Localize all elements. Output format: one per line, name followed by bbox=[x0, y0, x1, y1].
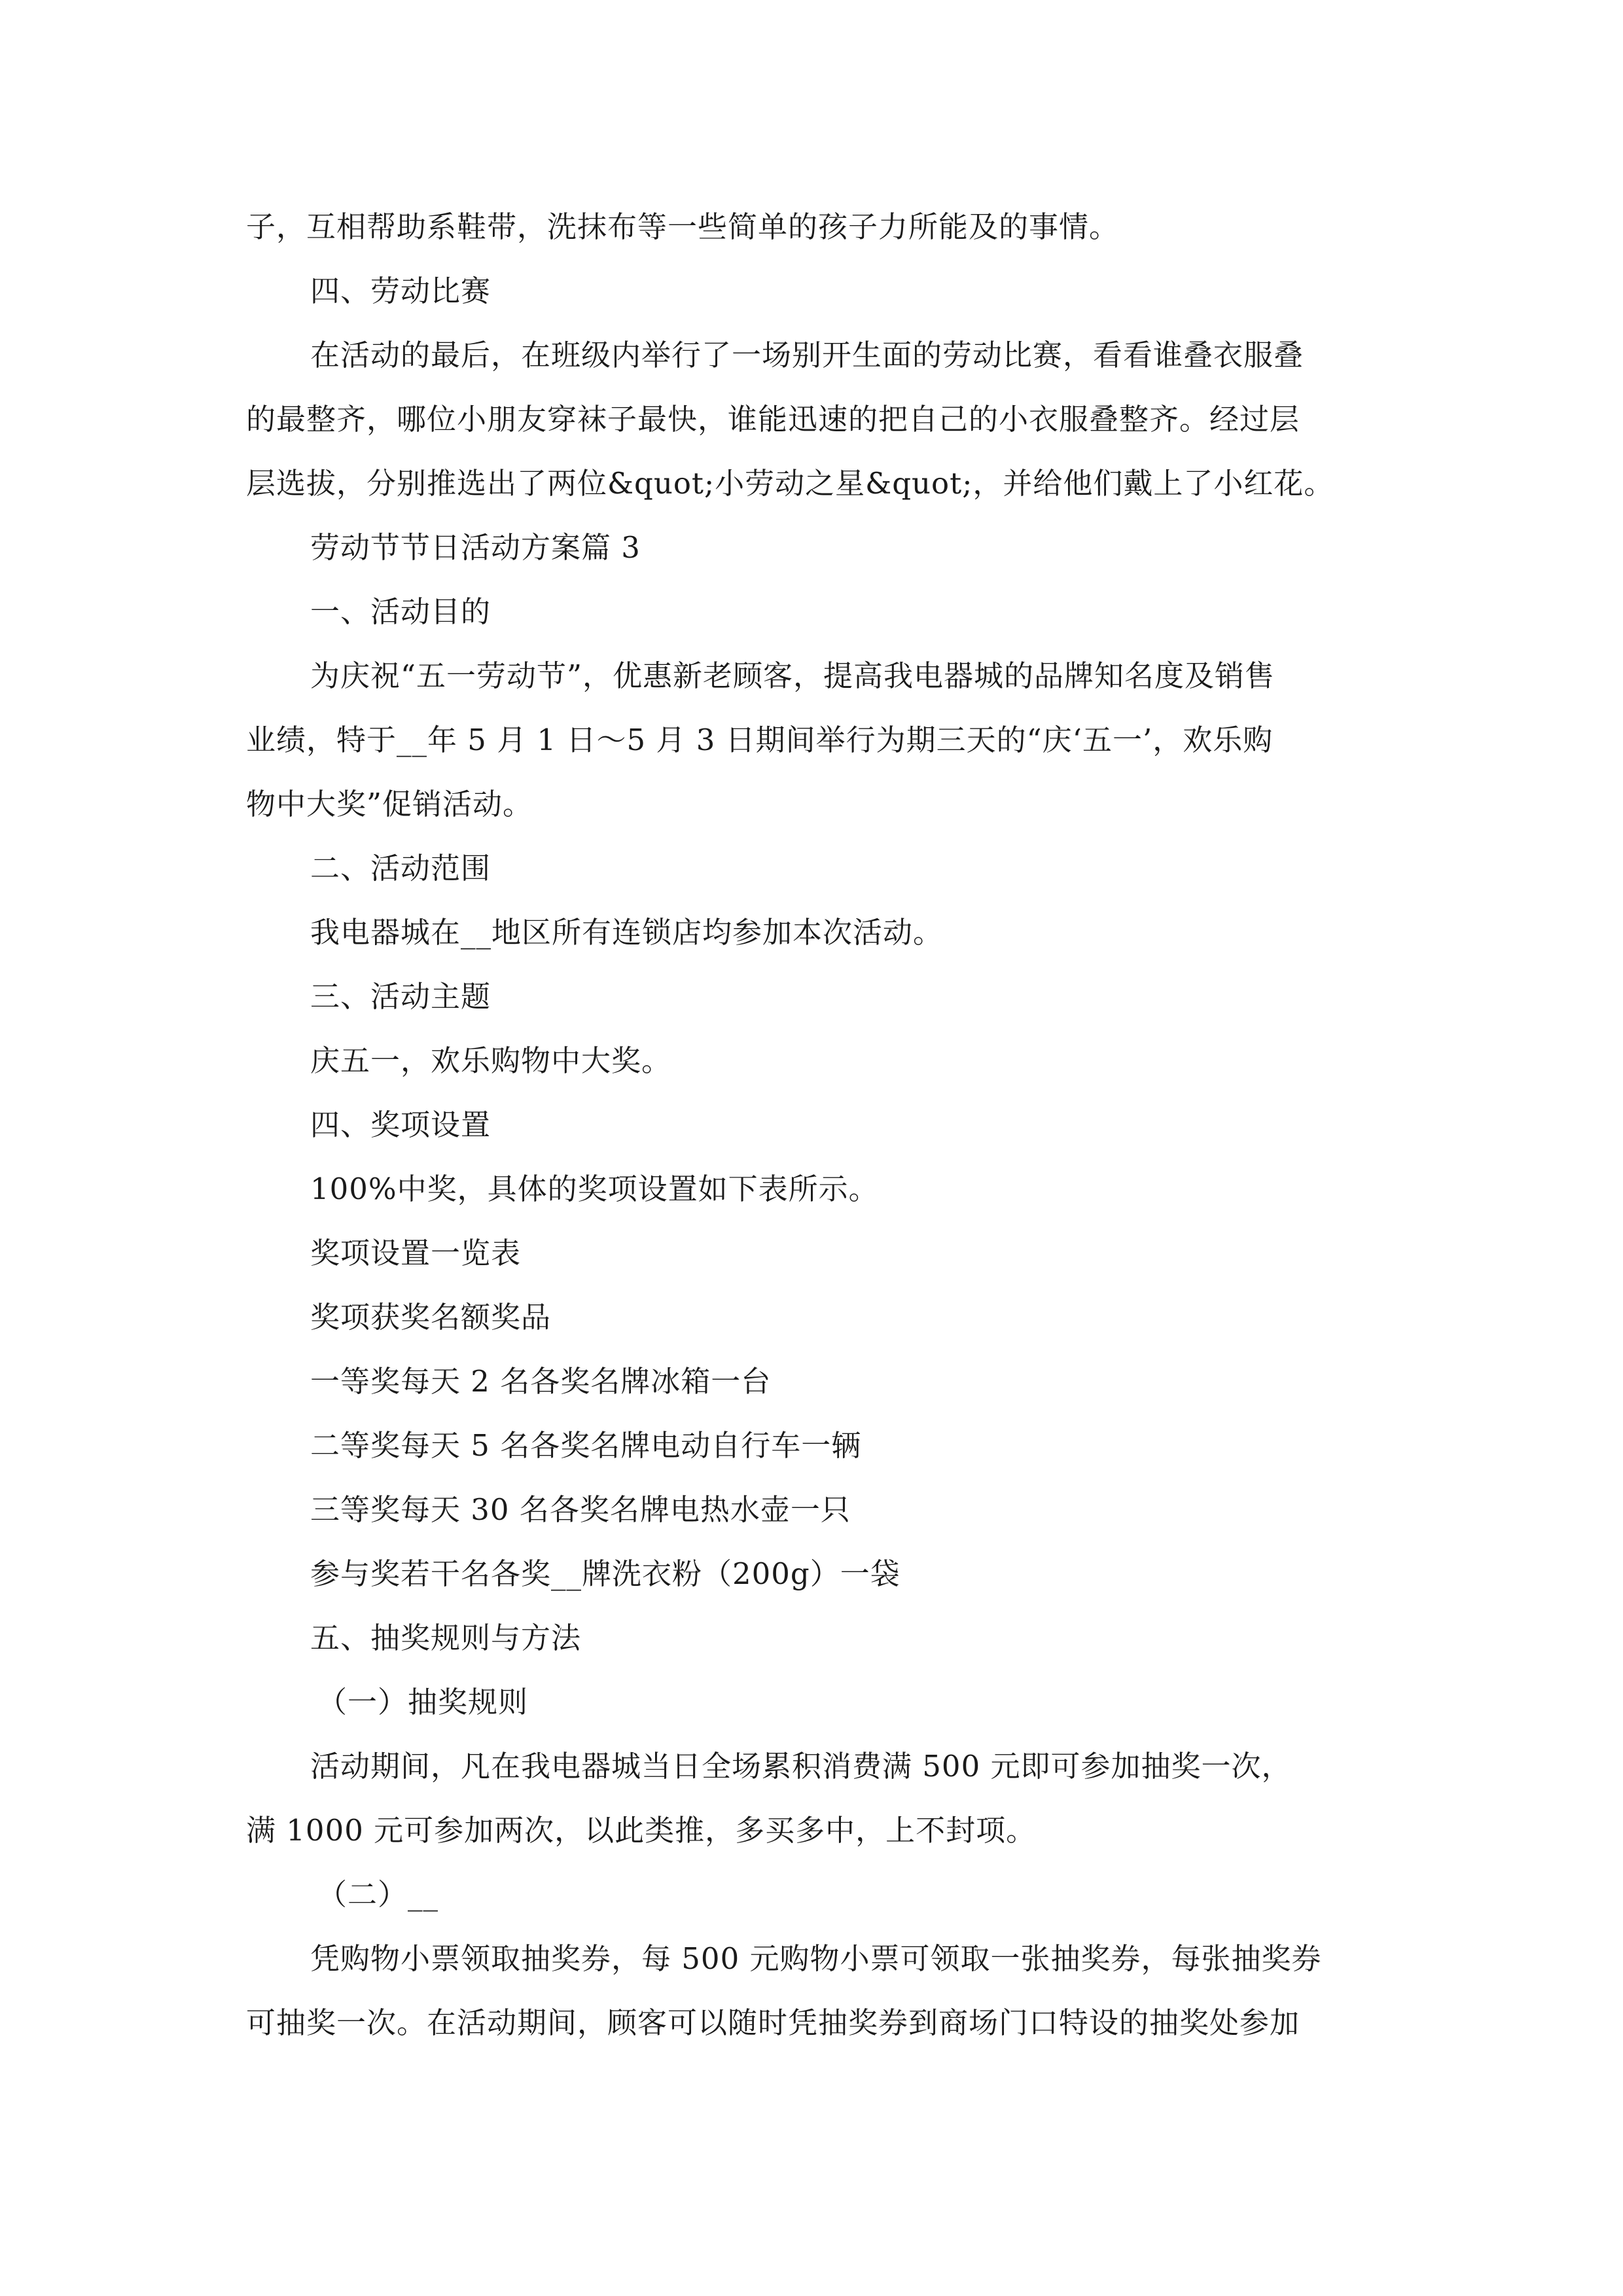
paragraph-line: 业绩，特于__年 5 月 1 日～5 月 3 日期间举行为期三天的“庆‘五一’，欢乐购 bbox=[246, 723, 1274, 757]
section-heading: 四、奖项设置 bbox=[310, 1107, 491, 1142]
table-header-line: 奖项获奖名额奖品 bbox=[310, 1300, 552, 1335]
table-row-line: 三等奖每天 30 名各奖名牌电热水壶一只 bbox=[310, 1492, 851, 1527]
paragraph-line: 活动期间，凡在我电器城当日全场累积消费满 500 元即可参加抽奖一次， bbox=[310, 1749, 1292, 1784]
subsection-heading: （二）__ bbox=[317, 1877, 439, 1912]
section-heading: 四、劳动比赛 bbox=[310, 274, 491, 308]
paragraph-line: 物中大奖”促销活动。 bbox=[246, 787, 533, 821]
table-row-line: 一等奖每天 2 名各奖名牌冰箱一台 bbox=[310, 1364, 772, 1399]
paragraph-line: 庆五一，欢乐购物中大奖。 bbox=[310, 1043, 672, 1078]
paragraph-line: 为庆祝“五一劳动节”，优惠新老顾客，提高我电器城的品牌知名度及销售 bbox=[310, 658, 1275, 693]
table-title: 奖项设置一览表 bbox=[310, 1236, 522, 1270]
section-heading: 五、抽奖规则与方法 bbox=[310, 1621, 582, 1655]
paragraph-line: 在活动的最后，在班级内举行了一场别开生面的劳动比赛，看看谁叠衣服叠 bbox=[310, 338, 1304, 372]
subsection-heading: （一）抽奖规则 bbox=[317, 1685, 529, 1719]
paragraph-line: 可抽奖一次。在活动期间，顾客可以随时凭抽奖券到商场门口特设的抽奖处参加 bbox=[246, 2005, 1300, 2040]
section-heading: 三、活动主题 bbox=[310, 979, 491, 1014]
section-heading: 一、活动目的 bbox=[310, 594, 491, 629]
paragraph-line: 满 1000 元可参加两次，以此类推，多买多中，上不封项。 bbox=[246, 1813, 1037, 1848]
plan-title: 劳动节节日活动方案篇 3 bbox=[310, 530, 641, 565]
section-heading: 二、活动范围 bbox=[310, 851, 491, 886]
paragraph-line: 凭购物小票领取抽奖券，每 500 元购物小票可领取一张抽奖券，每张抽奖券 bbox=[310, 1941, 1322, 1976]
paragraph-line: 我电器城在__地区所有连锁店均参加本次活动。 bbox=[310, 915, 944, 950]
table-row-line: 参与奖若干名各奖__牌洗衣粉（200g）一袋 bbox=[310, 1556, 901, 1591]
table-row-line: 二等奖每天 5 名各奖名牌电动自行车一辆 bbox=[310, 1428, 862, 1463]
paragraph-line: 的最整齐，哪位小朋友穿袜子最快，谁能迅速的把自己的小衣服叠整齐。经过层 bbox=[246, 402, 1300, 437]
paragraph-line: 子，互相帮助系鞋带，洗抹布等一些简单的孩子力所能及的事情。 bbox=[246, 209, 1120, 244]
paragraph-line: 层选拔，分别推选出了两位&quot;小劳动之星&quot;，并给他们戴上了小红花。 bbox=[246, 466, 1334, 501]
paragraph-line: 100%中奖，具体的奖项设置如下表所示。 bbox=[310, 1172, 879, 1206]
